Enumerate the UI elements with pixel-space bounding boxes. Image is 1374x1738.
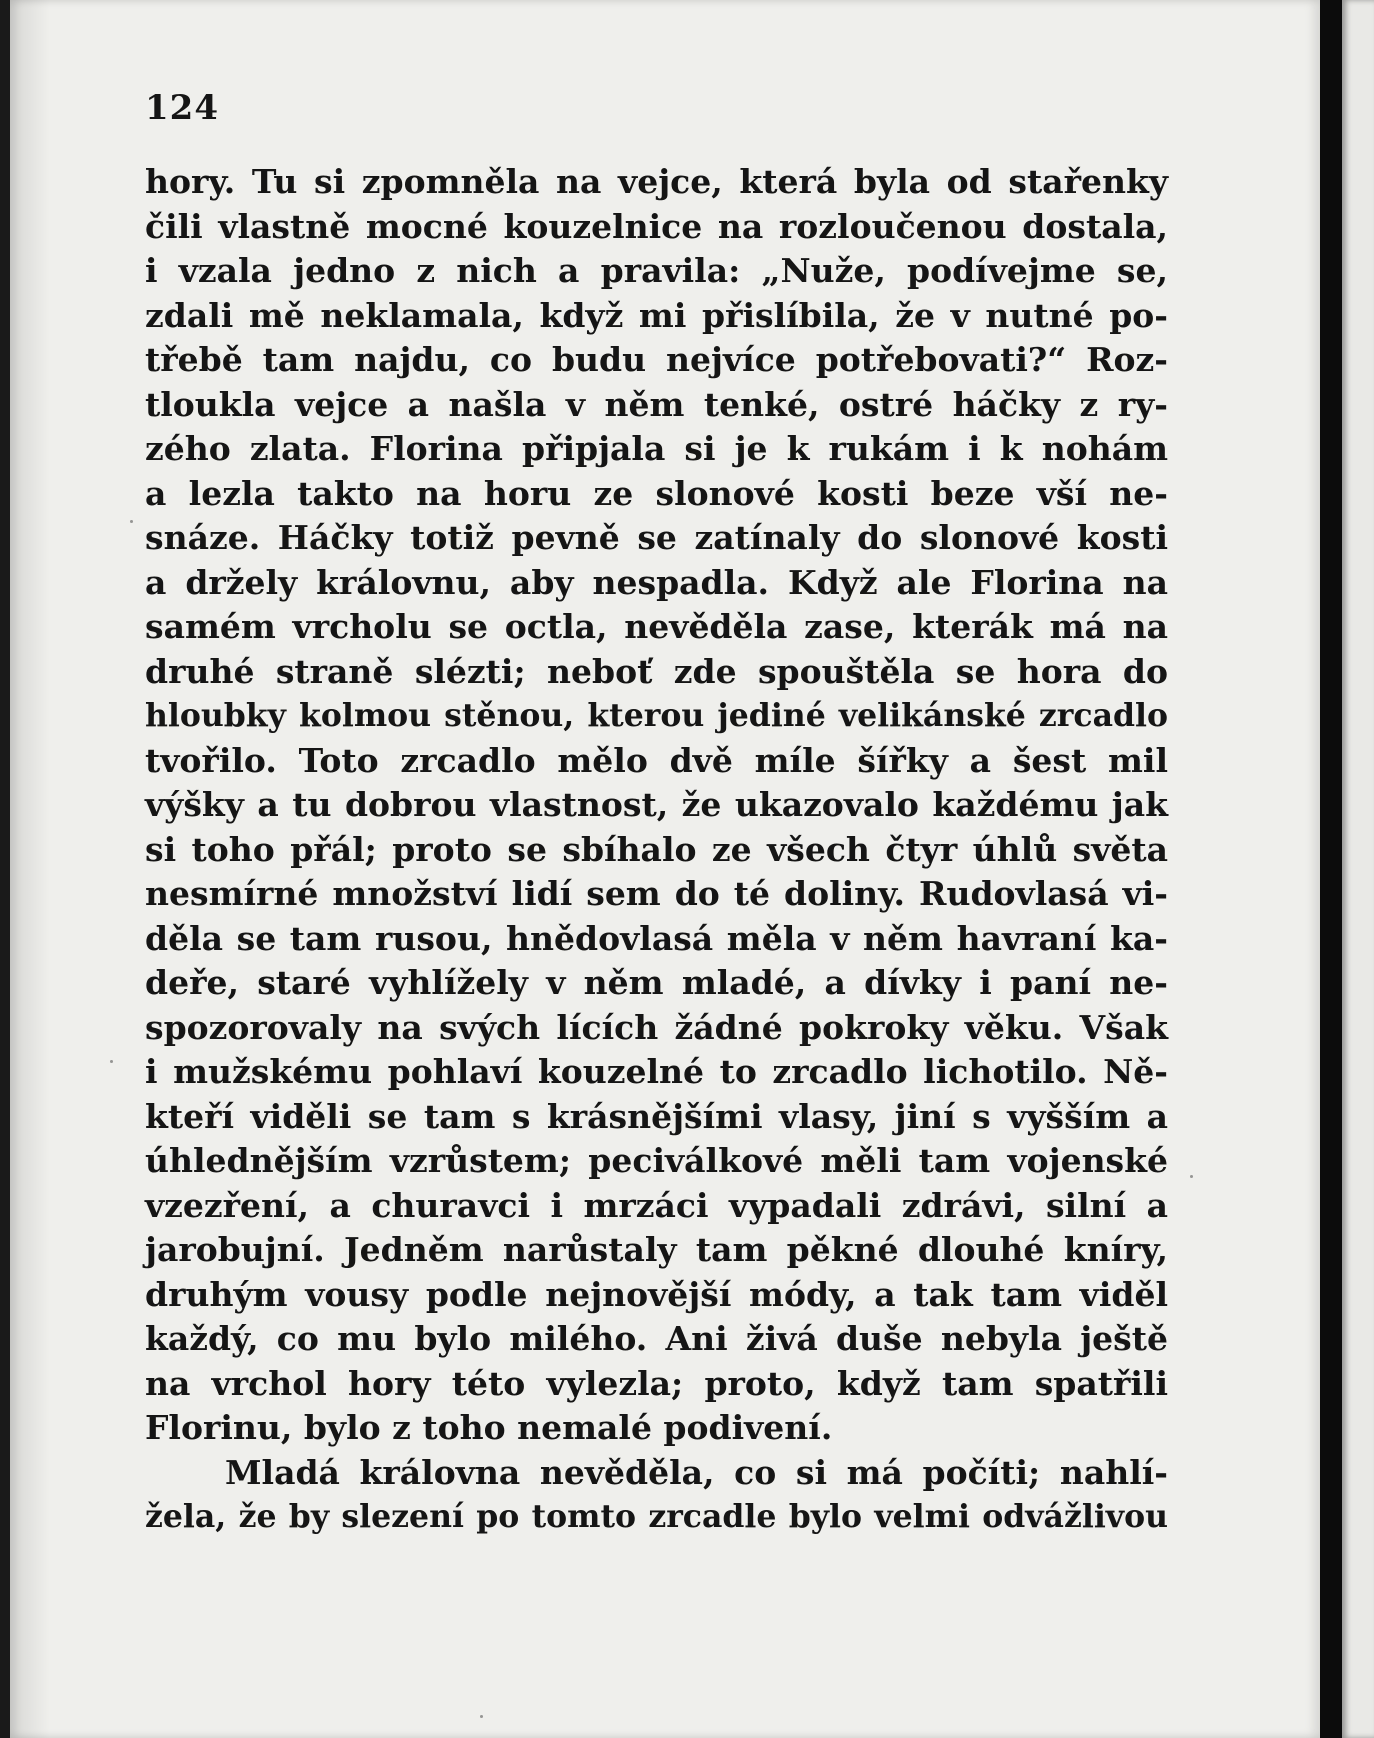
- text-line: jarobujní. Jedněm narůstaly tam pěkné dlouhé kníry,: [145, 1230, 1168, 1269]
- page-number: 124: [145, 88, 219, 128]
- text-line: výšky a tu dobrou vlastnost, že ukazovalo každému jak: [145, 785, 1168, 824]
- text-line: každý, co mu bylo milého. Ani živá duše nebyla ještě: [145, 1319, 1168, 1358]
- text-line: a lezla takto na horu ze slonové kosti beze vší ne-: [145, 473, 1168, 513]
- text-line: Florinu, bylo z toho nemalé podivení.: [145, 1408, 833, 1447]
- text-line: i vzala jedno z nich a pravila: „Nuže, podívejme se,: [145, 251, 1168, 290]
- text-line: nesmírné množství lidí sem do té doliny. Rudovlasá vi-: [145, 874, 1168, 913]
- text-line: žela, že by slezení po tomto zrcadle bylo velmi odvážlivou: [145, 1498, 1168, 1535]
- text-line: hory. Tu si zpomněla na vejce, která byla od stařenky: [145, 162, 1168, 201]
- page-gutter: [1320, 0, 1342, 1738]
- body-text: [145, 160, 1168, 1540]
- adjacent-page-edge: [1342, 0, 1374, 1738]
- text-line: kteří viděli se tam s krásnějšími vlasy, jiní s vyšším a: [145, 1096, 1168, 1136]
- text-line: druhým vousy podle nejnovější módy, a tak tam viděl: [145, 1274, 1168, 1314]
- scan-speck: [110, 1060, 113, 1063]
- text-line: druhé straně slézti; neboť zde spouštěla se hora do: [145, 651, 1168, 691]
- scan-speck: [1190, 1175, 1193, 1178]
- text-line: spozorovaly na svých lících žádné pokroky věku. Však: [145, 1007, 1168, 1047]
- scan-speck: [480, 1715, 483, 1718]
- text-line: tloukla vejce a našla v něm tenké, ostré háčky z ry-: [145, 384, 1168, 424]
- text-line: si toho přál; proto se sbíhalo ze všech čtyr úhlů světa: [145, 829, 1168, 869]
- scan-speck: [130, 520, 133, 523]
- text-line: děla se tam rusou, hnědovlasá měla v něm havraní ka-: [145, 918, 1168, 958]
- text-line: vzezření, a churavci i mrzáci vypadali zdrávi, silní a: [145, 1185, 1168, 1225]
- text-line: a držely královnu, aby nespadla. Když ale Florina na: [145, 562, 1168, 602]
- text-line: samém vrcholu se octla, nevěděla zase, kterák má na: [145, 607, 1168, 646]
- text-line: Mladá královna nevěděla, co si má počíti; nahlí-: [225, 1452, 1168, 1492]
- text-line: úhlednějším vzrůstem; peciválkové měli tam vojenské: [145, 1141, 1168, 1180]
- text-line: třebě tam najdu, co budu nejvíce potřebovati?“ Roz-: [145, 340, 1168, 379]
- text-line: tvořilo. Toto zrcadlo mělo dvě míle šířky a šest mil: [145, 740, 1168, 780]
- scan-left-edge: [0, 0, 10, 1738]
- text-line: hloubky kolmou stěnou, kterou jediné velikánské zrcadlo: [145, 697, 1168, 734]
- text-line: i mužskému pohlaví kouzelné to zrcadlo lichotilo. Ně-: [145, 1052, 1168, 1091]
- text-line: na vrchol hory této vylezla; proto, když tam spatřili: [145, 1363, 1168, 1403]
- text-line: čili vlastně mocné kouzelnice na rozloučenou dostala,: [145, 206, 1168, 246]
- text-line: snáze. Háčky totiž pevně se zatínaly do slonové kosti: [145, 518, 1168, 557]
- text-line: deře, staré vyhlížely v něm mladé, a dívky i paní ne-: [145, 963, 1168, 1002]
- text-line: zdali mě neklamala, když mi přislíbila, že v nutné po-: [145, 295, 1168, 335]
- text-line: zého zlata. Florina připjala si je k rukám i k nohám: [145, 429, 1168, 468]
